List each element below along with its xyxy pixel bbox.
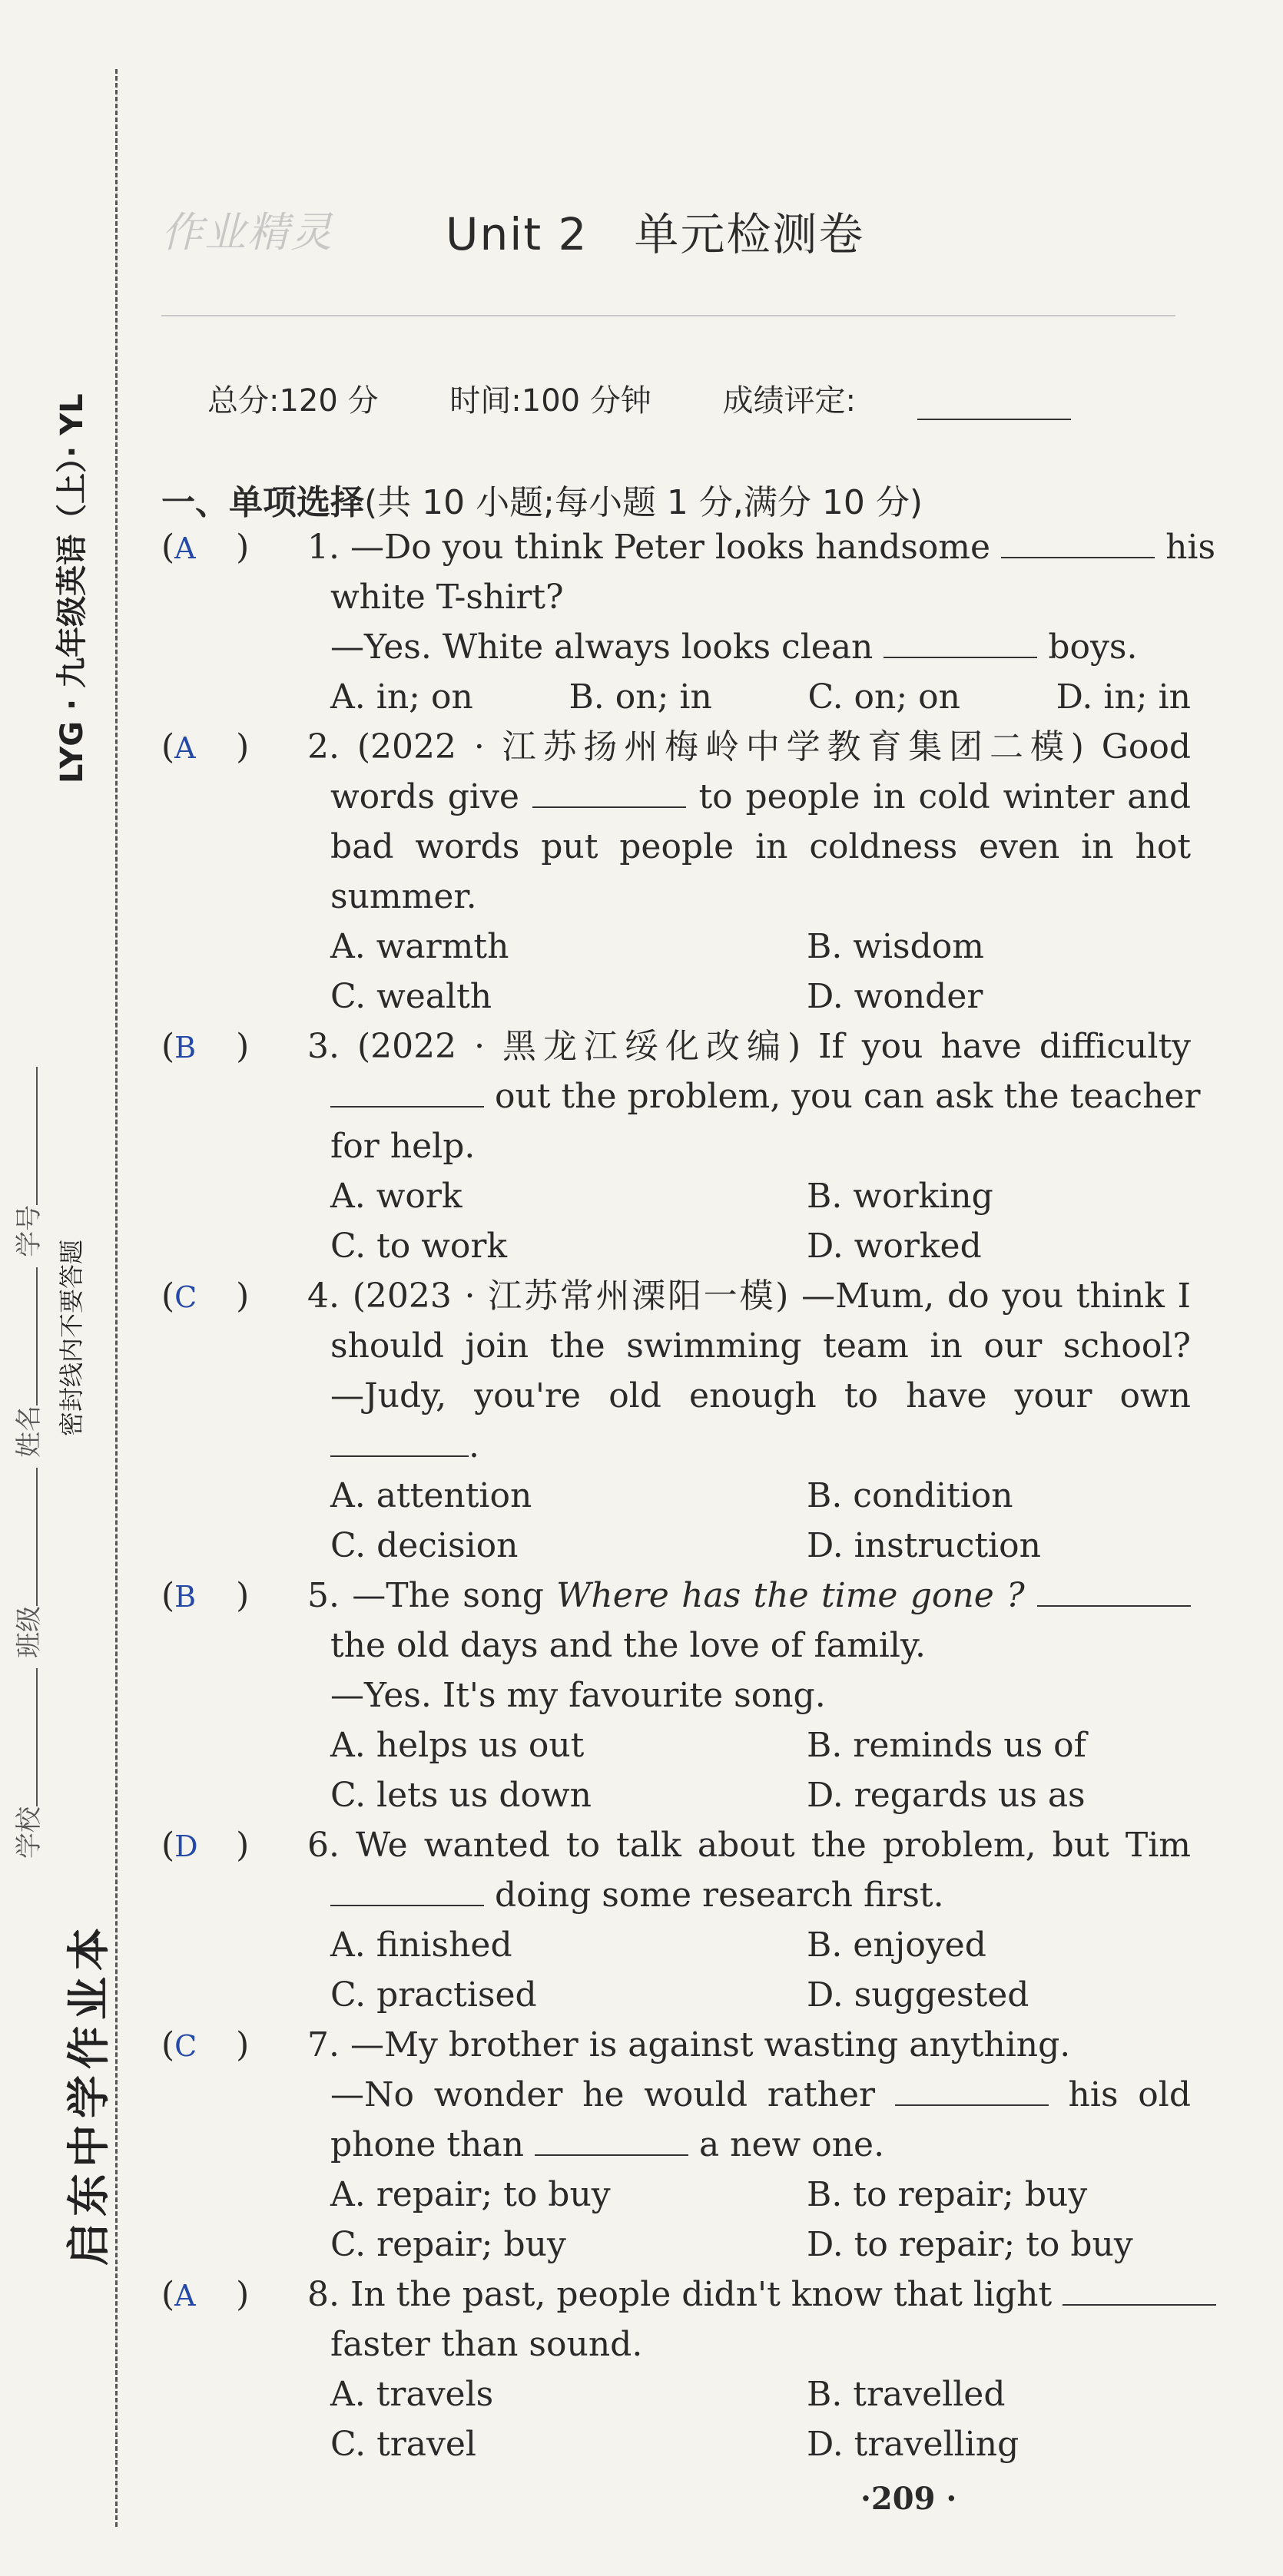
option-c: C. lets us down (330, 1776, 592, 1815)
answer-blank (884, 626, 1037, 658)
question-text: —Yes. White always looks clean (330, 627, 874, 667)
field-blank (21, 1067, 38, 1205)
question-6 (161, 1820, 1191, 2020)
question-text: to people in cold winter and (698, 777, 1191, 816)
question-line (161, 1820, 1191, 1870)
question-2 (161, 722, 1191, 1021)
book-code: LYG · 九年级英语（上）· YL (55, 393, 90, 783)
option-a: A. work (330, 1177, 462, 1216)
option-grid (161, 1471, 1191, 1571)
question-text: 2. (2022 · 江苏扬州梅岭中学教育集团二模) Good (307, 727, 1191, 767)
option-c: C. to work (330, 1227, 508, 1266)
question-text: out the problem, you can ask the teacher (495, 1077, 1201, 1116)
option-a: A. repair; to buy (330, 2175, 611, 2214)
question-text: —Yes. It's my favourite song. (330, 1676, 826, 1715)
answer-blank (1001, 526, 1155, 558)
answer-bracket: (C ) (161, 2020, 249, 2071)
option-d: D. to repair; to buy (807, 2225, 1133, 2264)
option-b: B. reminds us of (807, 1726, 1086, 1765)
question-text: white T-shirt? (330, 578, 564, 617)
question-text: should join the swimming team in our school? (330, 1326, 1191, 1366)
option-c: C. decision (330, 1526, 519, 1565)
question-text: 6. We wanted to talk about the problem, but Tim (307, 1826, 1191, 1865)
page-header (161, 184, 1160, 276)
option-d: D. suggested (807, 1975, 1029, 2015)
answer-value: B (174, 1580, 197, 1614)
option-a: A. warmth (330, 927, 509, 966)
question-text: his old (1068, 2075, 1191, 2114)
question-text: bad words put people in coldness even in hot (330, 827, 1191, 866)
answer-blank (532, 776, 686, 808)
option-b: B. condition (807, 1476, 1013, 1515)
question-text: doing some research first. (495, 1876, 944, 1915)
option-b: B. enjoyed (807, 1925, 986, 1965)
question-7 (161, 2020, 1191, 2270)
grade-label: 成绩评定: (722, 383, 857, 419)
question-line (161, 622, 1191, 672)
section-heading: 一、单项选择 (161, 483, 364, 522)
question-line (161, 1621, 1191, 1670)
section-title (161, 475, 923, 524)
header-divider (161, 315, 1175, 316)
option-a: A. finished (330, 1925, 512, 1965)
option-a: A. helps us out (330, 1726, 585, 1765)
question-line (161, 1121, 1191, 1171)
field-blank (21, 1267, 38, 1406)
option-grid (161, 1171, 1191, 1271)
page-title: Unit 2 单元检测卷 (446, 208, 865, 260)
option-c: C. wealth (330, 977, 492, 1016)
question-text: boys. (1048, 627, 1138, 667)
option-c: C. repair; buy (330, 2225, 566, 2264)
question-5 (161, 1571, 1191, 1820)
option-a: A. in; on (330, 677, 473, 717)
option-c: C. practised (330, 1975, 537, 2015)
question-text: for help. (330, 1127, 476, 1166)
answer-bracket: (A ) (161, 522, 249, 574)
answer-bracket: (B ) (161, 1021, 249, 1073)
total-score: 总分:120 分 (207, 383, 379, 419)
option-grid (161, 2170, 1191, 2270)
field-label-name: 姓名 (14, 1405, 45, 1458)
option-grid (161, 1920, 1191, 2020)
answer-bracket: (A ) (161, 2270, 249, 2321)
school-name: 启东中学作业本 (65, 1922, 114, 2266)
field-blank (21, 1468, 38, 1606)
option-d: D. wonder (807, 977, 983, 1016)
question-line (161, 722, 1191, 772)
answer-blank (330, 1425, 469, 1457)
page-number: ·209 · (860, 2481, 957, 2517)
answer-value: C (174, 1280, 197, 1314)
answer-blank (895, 2074, 1049, 2106)
answer-blank (330, 1874, 484, 1906)
question-text: 8. In the past, people didn't know that light (307, 2275, 1053, 2314)
seal-note: 密封线内不要答题 (57, 1239, 86, 1436)
question-text: his (1165, 528, 1216, 567)
question-text: 3. (2022 · 黑龙江绥化改编) If you have difficulty (307, 1027, 1191, 1066)
grade-blank (917, 392, 1071, 420)
time-limit: 时间:100 分钟 (449, 383, 651, 419)
question-text: 4. (2023 · 江苏常州溧阳一模) —Mum, do you think I (307, 1276, 1191, 1316)
question-line (161, 822, 1191, 872)
question-text: a new one. (698, 2125, 885, 2164)
field-label-class: 班级 (14, 1605, 45, 1658)
option-grid (161, 922, 1191, 1021)
option-b: B. travelled (807, 2375, 1006, 2414)
field-label-number: 学号 (14, 1204, 45, 1257)
option-c: C. travel (330, 2425, 476, 2464)
option-b: B. wisdom (807, 927, 984, 966)
answer-value: B (174, 1031, 197, 1065)
answer-value: A (174, 531, 196, 565)
option-d: D. regards us as (807, 1776, 1086, 1815)
question-text: the old days and the love of family. (330, 1626, 926, 1665)
option-grid (161, 1720, 1191, 1820)
question-line (161, 572, 1191, 622)
option-d: D. in; in (1056, 677, 1191, 717)
question-line (161, 1571, 1191, 1621)
question-text: words give (330, 777, 519, 816)
field-blank (21, 1668, 38, 1806)
question-line (161, 1421, 1191, 1471)
question-line (161, 1321, 1191, 1371)
option-b: B. to repair; buy (807, 2175, 1088, 2214)
question-text: summer. (330, 877, 477, 916)
question-line (161, 2020, 1191, 2070)
question-8 (161, 2270, 1191, 2469)
question-text: 1. —Do you think Peter looks handsome (307, 528, 991, 567)
question-line (161, 1870, 1191, 1920)
question-line (161, 2319, 1191, 2369)
answer-value: A (174, 731, 196, 765)
option-b: B. on; in (569, 677, 712, 717)
answer-bracket: (B ) (161, 1571, 249, 1622)
question-text: —No wonder he would rather (330, 2075, 876, 2114)
option-c: C. on; on (807, 677, 961, 717)
question-text: phone than (330, 2125, 524, 2164)
field-label-school: 学校 (14, 1806, 45, 1859)
option-b: B. working (807, 1177, 993, 1216)
answer-blank (1063, 2273, 1216, 2306)
question-1 (161, 522, 1216, 722)
answer-value: C (174, 2029, 197, 2063)
question-3 (161, 1021, 1201, 1271)
question-list (161, 522, 1216, 2469)
section-note: (共 10 小题;每小题 1 分,满分 10 分) (364, 483, 923, 522)
answer-bracket: (D ) (161, 1820, 249, 1872)
question-line (161, 772, 1191, 822)
question-line (161, 2270, 1191, 2319)
question-text: faster than sound. (330, 2325, 643, 2364)
question-line (161, 2120, 1191, 2170)
question-text: 5. —The song (307, 1576, 544, 1615)
question-line (161, 1371, 1191, 1421)
answer-value: A (174, 2279, 196, 2313)
answer-value: D (174, 1829, 198, 1863)
question-line (161, 872, 1191, 922)
answer-bracket: (A ) (161, 722, 249, 773)
answer-blank (535, 2124, 688, 2156)
student-info-fields (8, 1061, 45, 1859)
question-line (161, 1670, 1191, 1720)
answer-blank (330, 1075, 484, 1108)
question-text: —Judy, you're old enough to have your own (330, 1376, 1191, 1415)
exam-meta (207, 376, 1132, 420)
song-title: Where has the time gone ? (556, 1576, 1025, 1615)
question-text: . (469, 1426, 479, 1465)
question-line (161, 2070, 1191, 2120)
question-4 (161, 1271, 1191, 1571)
binding-margin (0, 0, 123, 2576)
watermark-logo: 作业精灵 (161, 208, 333, 257)
option-a: A. attention (330, 1476, 532, 1515)
option-grid (161, 2369, 1191, 2469)
answer-blank (1037, 1574, 1191, 1607)
question-line (161, 522, 1216, 572)
option-d: D. instruction (807, 1526, 1041, 1565)
option-row (161, 672, 1191, 722)
question-line (161, 1021, 1191, 1071)
question-line (161, 1071, 1201, 1121)
option-d: D. worked (807, 1227, 982, 1266)
question-line (161, 1271, 1191, 1321)
question-text: 7. —My brother is against wasting anything. (307, 2025, 1071, 2064)
option-d: D. travelling (807, 2425, 1019, 2464)
answer-bracket: (C ) (161, 1271, 249, 1323)
option-a: A. travels (330, 2375, 494, 2414)
